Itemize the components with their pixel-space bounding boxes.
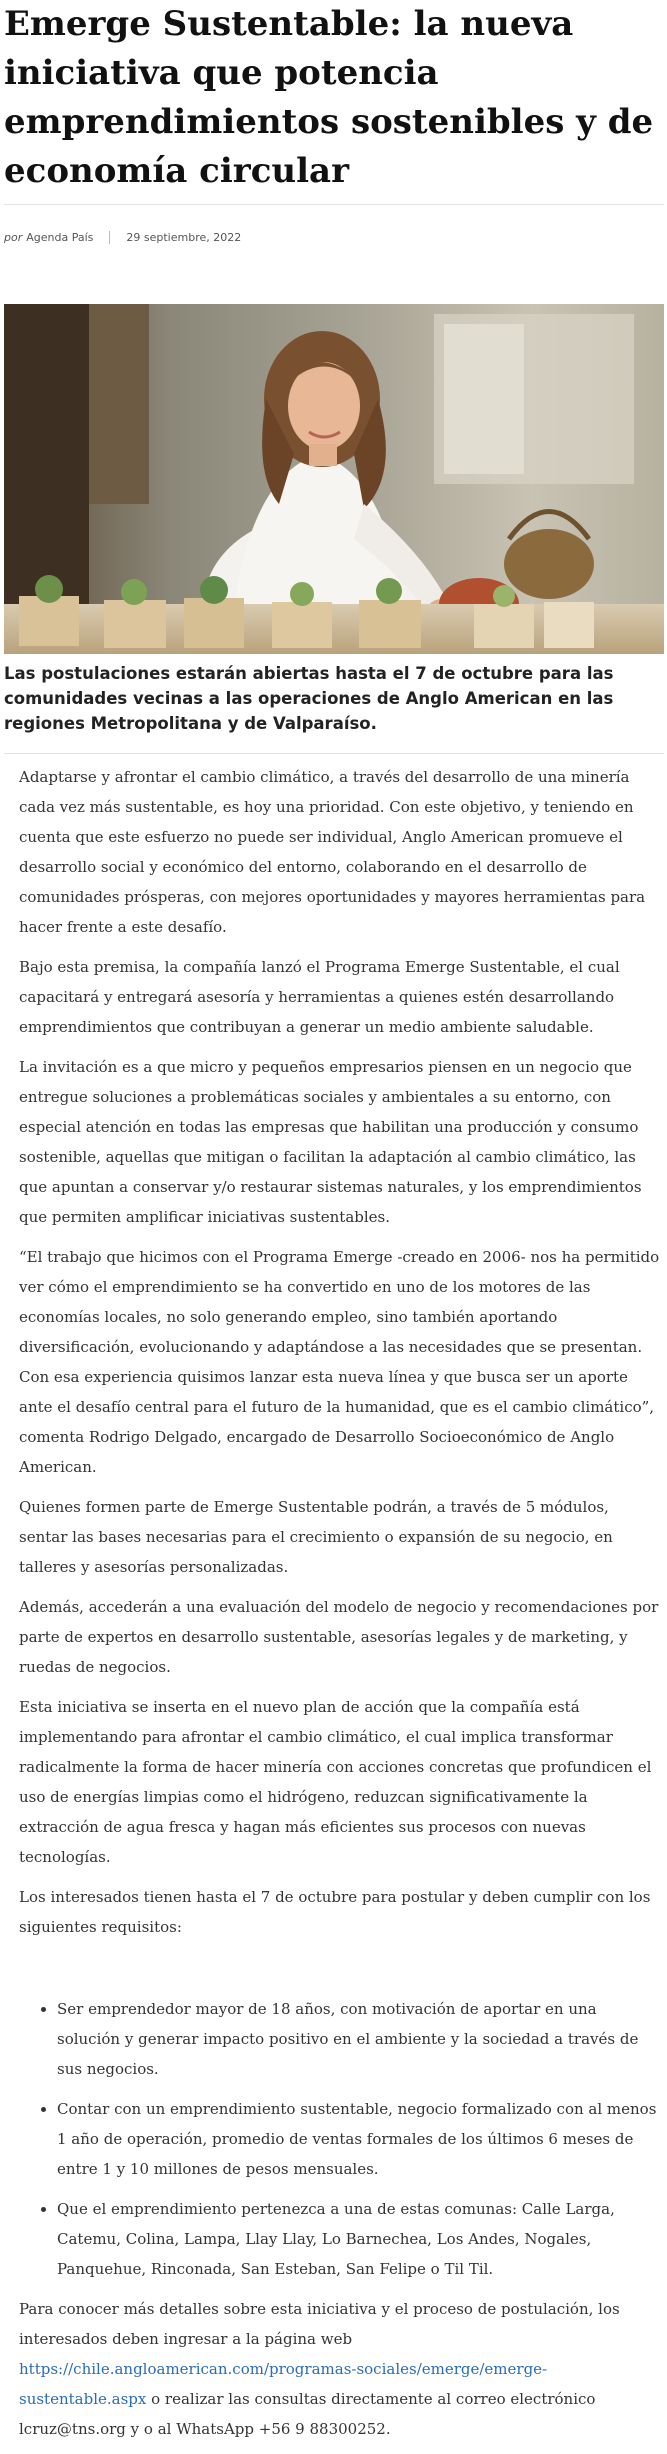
requirement-item: • Que el emprendimiento pertenezca a una de estas comunas: Calle Larga, Catemu, Colina, Lampa, Llay Llay, Lo Barnechea, Los Andes, Nogales, Panquehue, Rinconada, San Esteban, San Felipe o Til Til. <box>57 2194 661 2284</box>
image-caption: Las postulaciones estarán abiertas hasta el 7 de octubre para las comunidades vecinas a las operaciones de Anglo American en las regiones Metropolitana y de Valparaíso. <box>4 664 614 733</box>
hero-image <box>4 304 664 654</box>
paragraph: Quienes formen parte de Emerge Sustentable podrán, a través de 5 módulos, sentar las bases necesarias para el crecimiento o expansión de su negocio, en talleres y asesorías personalizadas. <box>19 1498 613 1576</box>
meta-separator <box>109 231 110 244</box>
program-link[interactable]: https://chile.angloamerican.com/programas-sociales/emerge/emerge-sustentable.aspx <box>19 2360 548 2408</box>
paragraph: Además, accederán a una evaluación del modelo de negocio y recomendaciones por parte de expertos en desarrollo sustentable, asesorías legales y de marketing, y ruedas de negocios. <box>19 1598 659 1676</box>
closing-text-before: Para conocer más detalles sobre esta iniciativa y el proceso de postulación, los interesados deben ingresar a la página web <box>19 2300 620 2348</box>
author-link[interactable]: Agenda País <box>26 231 94 244</box>
paragraph: Adaptarse y afrontar el cambio climático, a través del desarrollo de una minería cada vez más sustentable, es hoy una prioridad. Con este objetivo, y teniendo en cuenta que este esfuerzo no puede ser individual, Anglo American promueve el desarrollo social y económico del entorno, colaborando en el desarrollo de comunidades prósperas, con mejores oportunidades y mayores herramientas para hacer frente a este desafío. <box>19 768 646 936</box>
byline-prefix: por <box>4 231 23 244</box>
closing-text-after: o realizar las consultas directamente al correo electrónico lcruz@tns.org y o al WhatsApp +56 9 88300252. <box>19 2390 596 2438</box>
article-meta <box>4 231 241 244</box>
paragraph: Los interesados tienen hasta el 7 de octubre para postular y deben cumplir con los siguientes requisitos: <box>19 1888 651 1936</box>
paragraph: La invitación es a que micro y pequeños empresarios piensen en un negocio que entregue soluciones a problemáticas sociales y ambientales a su entorno, con especial atención en todas las empresas que habilitan una producción y consumo sostenible, aquellas que mitigan o facilitan la adaptación al cambio climático, las que apuntan a conservar y/o restaurar sistemas naturales, y los emprendimientos que permiten amplificar iniciativas sustentables. <box>19 1058 642 1226</box>
article-body <box>19 762 661 2454</box>
title-divider <box>4 204 664 205</box>
article-title: Emerge Sustentable: la nueva iniciativa que potencia emprendimientos sostenibles y de economía circular <box>4 4 654 191</box>
publish-date: 29 septiembre, 2022 <box>126 231 242 244</box>
paragraph: “El trabajo que hicimos con el Programa Emerge -creado en 2006- nos ha permitido ver cómo el emprendimiento se ha convertido en uno de los motores de las economías locales, no solo generando empleo, sino también aportando diversificación, evolucionando y adaptándose a las necesidades que se presentan. Con esa experiencia quisimos lanzar esta nueva línea y que busca ser un aporte ante el desafío central para el futuro de la humanidad, que es el cambio climático”, comenta Rodrigo Delgado, encargado de Desarrollo Socioeconómico de Anglo American. <box>19 1248 660 1476</box>
requirement-item: • Contar con un emprendimiento sustentable, negocio formalizado con al menos 1 año de operación, promedio de ventas formales de los últimos 6 meses de entre 1 y 10 millones de pesos mensuales. <box>57 2094 661 2184</box>
requirement-item: • Ser emprendedor mayor de 18 años, con motivación de aportar en una solución y generar impacto positivo en el ambiente y la sociedad a través de sus negocios. <box>57 1994 661 2084</box>
paragraph: Esta iniciativa se inserta en el nuevo plan de acción que la compañía está implementando para afrontar el cambio climático, el cual implica transformar radicalmente la forma de hacer minería con acciones concretas que profundicen el uso de energías limpias como el hidrógeno, reduzcan significativamente la extracción de agua fresca y hagan más eficientes sus procesos con nuevas tecnologías. <box>19 1698 652 1866</box>
hero-photo-illustration <box>4 304 664 654</box>
requirements-list <box>19 1994 661 2284</box>
closing-paragraph <box>19 2294 661 2444</box>
paragraph: Bajo esta premisa, la compañía lanzó el Programa Emerge Sustentable, el cual capacitará y entregará asesoría y herramientas a quienes estén desarrollando emprendimientos que contribuyan a generar un medio ambiente saludable. <box>19 958 620 1036</box>
caption-divider <box>4 753 664 754</box>
